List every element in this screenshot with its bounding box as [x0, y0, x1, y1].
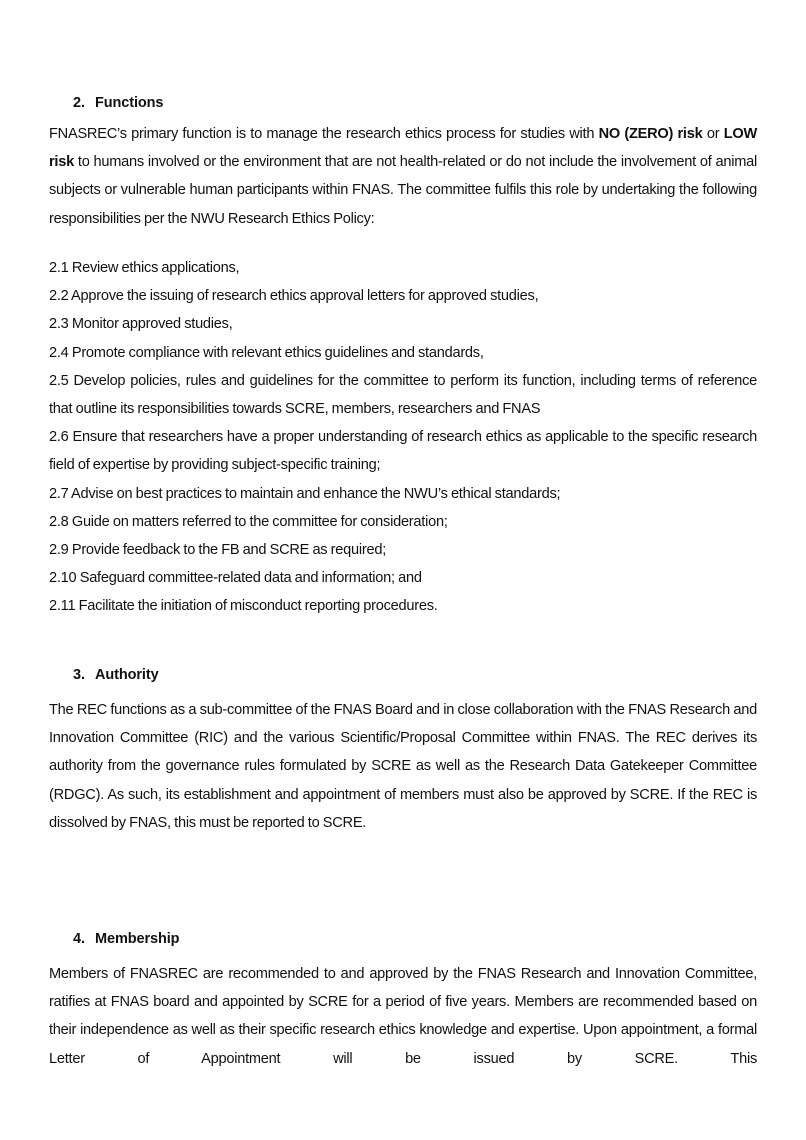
- intro-text: or: [702, 126, 724, 142]
- section-number: 4.: [73, 931, 85, 947]
- risk-level-bold-zero: NO (ZERO) risk: [598, 126, 703, 142]
- functions-intro-paragraph: [49, 120, 757, 233]
- functions-list: [49, 254, 757, 621]
- authority-paragraph: The REC functions as a sub-committee of the FNAS Board and in close collaboration with the FNAS Research and Innovation Committee (RIC) and the various Scientific/Proposal Committee within FNAS. The REC derives its authority from the governance rules formulated by SCRE as well as the Research Data Gatekeeper Committee (RDGC). As such, its establishment and appointment of members must also be approved by SCRE. If the REC is dissolved by FNAS, this must be reported to SCRE.: [49, 702, 757, 831]
- list-item: 2.11 Facilitate the initiation of misconduct reporting procedures.: [49, 598, 438, 615]
- list-item: 2.7 Advise on best practices to maintain and enhance the NWU’s ethical standards;: [49, 485, 561, 502]
- list-item: 2.3 Monitor approved studies,: [49, 316, 233, 333]
- section-number: 2.: [73, 95, 85, 111]
- section-title: Functions: [95, 95, 164, 111]
- list-item: 2.4 Promote compliance with relevant ethics guidelines and standards,: [49, 344, 484, 361]
- list-item: 2.1 Review ethics applications,: [49, 260, 240, 276]
- list-item: 2.6 Ensure that researchers have a proper understanding of research ethics as applicable to the specific research field of expertise by providing subject-specific training;: [49, 429, 757, 474]
- intro-text: FNASREC’s primary function is to manage the research ethics process for studies with: [49, 126, 599, 142]
- section-heading-authority: [73, 667, 159, 683]
- list-item: 2.5 Develop policies, rules and guidelines for the committee to perform its function, including terms of reference that outline its responsibilities towards SCRE, members, researchers and FNAS: [49, 372, 757, 418]
- list-item: 2.2 Approve the issuing of research ethics approval letters for approved studies,: [49, 288, 539, 305]
- section-title: Authority: [95, 667, 159, 683]
- section-title: Membership: [95, 931, 180, 947]
- list-item: 2.10 Safeguard committee-related data and information; and: [49, 570, 422, 587]
- membership-paragraph: Members of FNASREC are recommended to and approved by the FNAS Research and Innovation Committee, ratifies at FNAS board and appointed by SCRE for a period of five years. Members are recommended based on their independence as well as their specific research ethics knowledge and expertise. Upon appointment, a formal Letter of Appointment will be issued by SCRE. This: [49, 966, 757, 1067]
- section-heading-membership: [73, 931, 179, 947]
- list-item: 2.9 Provide feedback to the FB and SCRE as required;: [49, 542, 387, 559]
- list-item: 2.8 Guide on matters referred to the committee for consideration;: [49, 513, 448, 530]
- section-heading-functions: [73, 95, 163, 111]
- risk-level-bold-low: LOW risk: [49, 126, 757, 171]
- intro-text: to humans involved or the environment that are not health-related or do not include the involvement of animal subjects or vulnerable human participants within FNAS. The committee fulfils this role by undertaking the following responsibilities per the NWU Research Ethics Policy:: [49, 154, 757, 227]
- section-number: 3.: [73, 667, 85, 683]
